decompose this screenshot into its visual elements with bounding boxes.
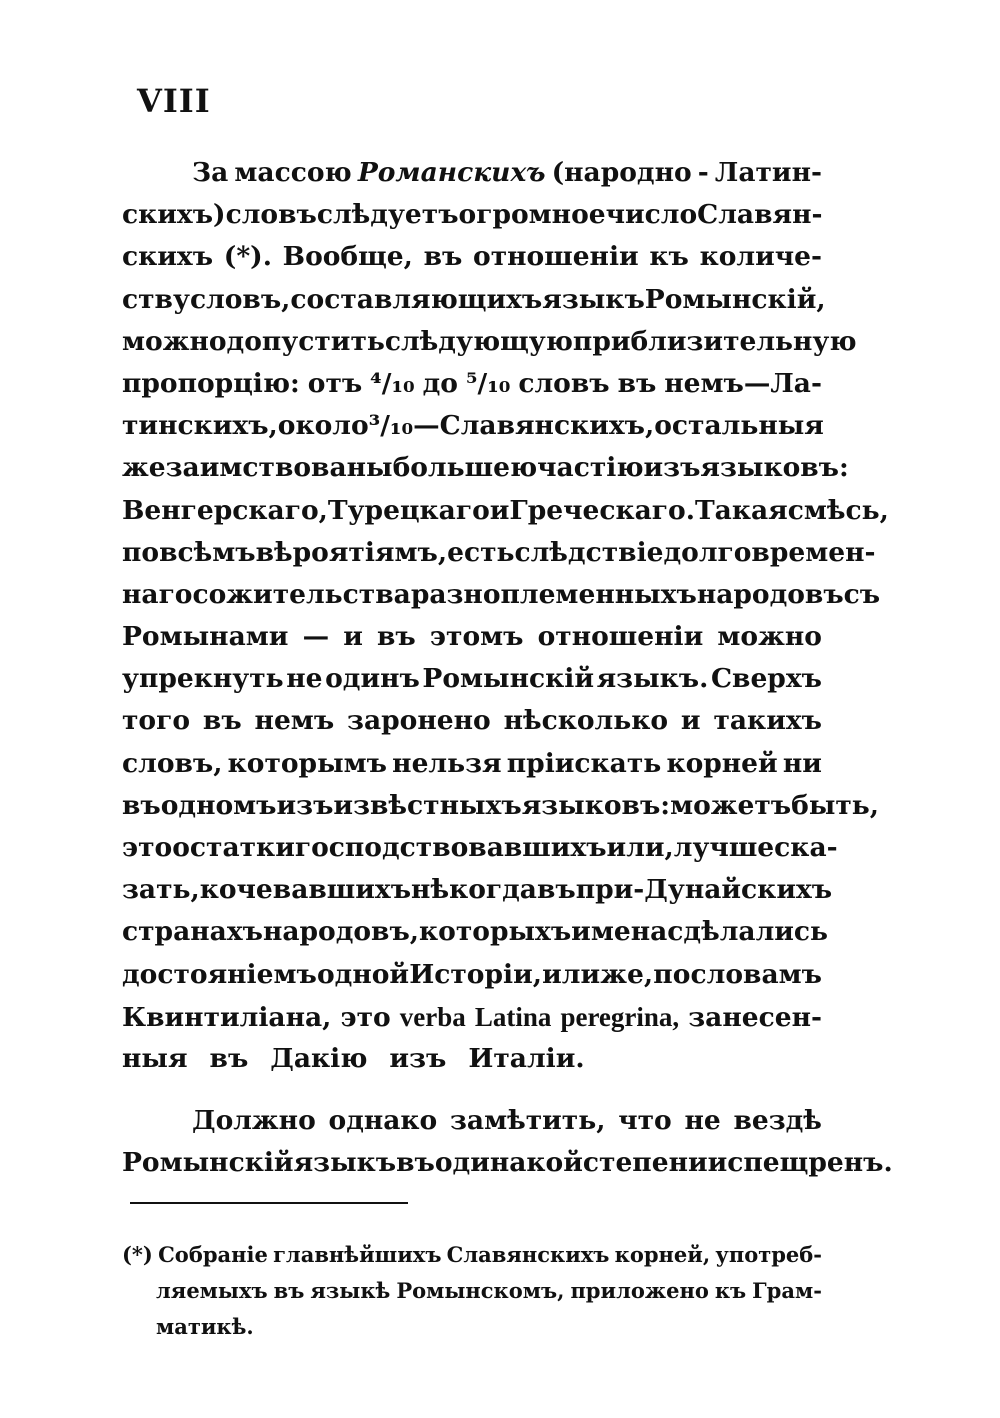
word: господствовавшихъ <box>294 832 607 863</box>
word: долговремен- <box>663 536 876 568</box>
word: число <box>605 199 698 231</box>
text-line <box>122 743 822 785</box>
word: — <box>302 621 330 653</box>
word: языкъ <box>542 283 645 315</box>
word: Дакію <box>270 1042 368 1074</box>
text-line <box>122 996 822 1038</box>
word: въ <box>202 705 242 737</box>
word: степени <box>582 1147 708 1179</box>
text-line <box>122 1038 822 1080</box>
word: Ромынскій <box>122 1147 294 1179</box>
word: лучше <box>673 832 775 863</box>
word: Квинтиліана, <box>122 1001 332 1033</box>
word: одинакой <box>434 1147 583 1179</box>
word: въ <box>396 1147 435 1179</box>
word: Вообще, <box>282 241 413 273</box>
word: ска- <box>774 832 838 863</box>
word: съ <box>843 578 881 610</box>
word: матикѣ. <box>156 1314 254 1339</box>
word: Турецкаго <box>327 494 490 526</box>
word: по <box>653 958 691 990</box>
word: которыхъ <box>419 916 572 948</box>
text-line <box>122 827 838 869</box>
text-line <box>122 1309 822 1345</box>
word: За <box>192 157 229 188</box>
text-line <box>122 279 826 321</box>
text-line <box>122 490 889 532</box>
text-line <box>122 194 822 236</box>
word: скихъ <box>122 241 214 273</box>
word: ⁵/₁₀ <box>465 367 511 399</box>
word: ныя <box>122 1042 188 1074</box>
word: же, <box>600 958 654 990</box>
word: допустить <box>226 325 385 357</box>
word: странахъ <box>122 916 263 948</box>
word: отношеніи <box>473 241 639 273</box>
word: — <box>413 410 440 442</box>
word: Такая <box>694 494 788 526</box>
text-line <box>122 532 876 574</box>
word: употреб- <box>715 1242 822 1267</box>
footnote <box>122 1237 822 1345</box>
word: одной <box>316 958 410 990</box>
word: одномъ <box>160 789 277 821</box>
text-line <box>122 447 849 489</box>
word: - <box>697 157 709 188</box>
body-text <box>122 152 893 1185</box>
word: изъ <box>276 789 334 821</box>
word: большею <box>392 452 538 484</box>
word: не <box>286 663 323 695</box>
word: въ <box>536 874 576 906</box>
text-line <box>122 574 881 616</box>
word: Венгерскаго, <box>122 494 328 526</box>
word: имена <box>571 916 668 948</box>
word: достояніемъ <box>122 958 317 990</box>
word: тинскихъ, <box>122 410 278 442</box>
text-line <box>122 236 822 278</box>
text-line <box>122 785 880 827</box>
word: что <box>618 1105 672 1137</box>
word: ⁴/₁₀ <box>370 367 415 399</box>
word: которымъ <box>227 747 387 779</box>
word: сожительства <box>192 578 411 610</box>
word: приложено <box>570 1278 709 1303</box>
word: (народно <box>551 157 692 188</box>
word: при-Дунайскихъ <box>575 874 833 906</box>
footnote-divider <box>130 1202 408 1204</box>
word: языкѣ <box>310 1278 391 1303</box>
word: и <box>680 705 701 737</box>
word: къ <box>714 1278 747 1303</box>
word: слѣдуетъ <box>316 199 459 231</box>
word: заронено <box>347 705 491 737</box>
word: языковъ: <box>700 452 849 484</box>
word: Италіи. <box>468 1042 585 1074</box>
word: или, <box>606 832 674 863</box>
word: Славянскихъ, <box>439 410 655 442</box>
word: нельзя <box>392 747 502 779</box>
word: ству <box>122 283 190 315</box>
word: въ <box>377 621 416 653</box>
word: языкъ <box>293 1147 397 1179</box>
word: сдѣлались <box>667 916 829 948</box>
word: извѣстныхъ <box>333 789 522 821</box>
word: отношеніи <box>537 621 704 653</box>
word: того <box>122 705 191 737</box>
text-line <box>122 1273 822 1309</box>
word: этомъ <box>429 621 524 653</box>
word: есть <box>447 536 515 568</box>
word: изъ <box>389 1042 447 1074</box>
word: не <box>684 1105 721 1137</box>
word: такихъ <box>713 705 822 737</box>
word: можно <box>717 621 822 653</box>
word: замѣтить, <box>449 1105 606 1137</box>
word: зать, <box>122 874 200 906</box>
word: словъ <box>225 199 317 231</box>
text-line <box>122 954 822 996</box>
word: нѣкогда <box>411 874 537 906</box>
word: ³/₁₀ <box>368 410 414 442</box>
word: Греческаго. <box>509 494 695 526</box>
word: къ <box>649 241 689 273</box>
word: или <box>542 958 601 990</box>
word: это <box>340 1001 391 1033</box>
word: словамъ <box>690 958 822 990</box>
word: отъ <box>307 367 363 399</box>
word: до <box>422 367 458 399</box>
word: языкъ. <box>596 663 709 695</box>
word: языковъ: <box>521 789 671 821</box>
word: главнѣйшихъ <box>273 1242 442 1267</box>
word: Исторіи, <box>409 958 542 990</box>
paragraph-1 <box>122 152 889 1080</box>
word: peregrina, <box>560 1001 680 1032</box>
word: (*) <box>122 1242 153 1267</box>
word: пропорцію: <box>122 367 300 399</box>
text-line <box>122 911 829 953</box>
word: около <box>277 410 369 442</box>
text-line <box>122 1100 822 1142</box>
text-line <box>122 1142 893 1184</box>
word: Должно <box>192 1105 316 1137</box>
word: въ <box>273 1278 305 1303</box>
word: Ромынскомъ, <box>396 1278 565 1303</box>
word: Славян- <box>697 199 823 231</box>
word: народовъ <box>696 578 844 610</box>
word: наго <box>122 578 193 610</box>
text-line <box>122 869 833 911</box>
word: слѣдствіе <box>514 536 664 568</box>
word: составляющихъ <box>290 283 543 315</box>
word: словъ, <box>189 283 291 315</box>
paragraph-2 <box>122 1100 893 1184</box>
word: Ромынскій, <box>644 283 826 315</box>
word: занесен- <box>688 1001 822 1033</box>
word: Латин- <box>714 157 822 188</box>
word: Latina <box>474 1001 552 1032</box>
text-line <box>122 405 822 447</box>
word: остальныя <box>654 410 824 442</box>
word: словъ, <box>122 747 223 779</box>
word: слѣдующую <box>384 325 573 357</box>
word: вездѣ <box>733 1105 822 1137</box>
word: скихъ) <box>122 199 226 231</box>
text-line <box>122 658 822 700</box>
word: въ <box>617 367 657 399</box>
word: въ <box>122 789 161 821</box>
word: ляемыхъ <box>156 1278 268 1303</box>
word: народовъ, <box>262 916 420 948</box>
text-line <box>122 152 822 194</box>
word: разноплеменныхъ <box>410 578 697 610</box>
word: словъ <box>518 367 610 399</box>
word: Славянскихъ <box>446 1242 610 1267</box>
word: вѣроятіямъ, <box>255 536 448 568</box>
word: частію <box>537 452 644 484</box>
word: немъ <box>254 705 335 737</box>
word: всѣмъ <box>159 536 256 568</box>
word: и <box>489 494 510 526</box>
word: можетъ <box>670 789 792 821</box>
word: же <box>122 452 166 484</box>
word: это <box>122 832 173 863</box>
word: Ромынами <box>122 621 289 653</box>
word: количе- <box>699 241 822 273</box>
text-line <box>122 1237 822 1273</box>
word: одинъ <box>325 663 420 695</box>
word: Романскихъ <box>357 157 546 188</box>
word: Сверхъ <box>710 663 822 695</box>
word: можно <box>122 325 227 357</box>
word: по <box>122 536 160 568</box>
word: огромное <box>458 199 606 231</box>
text-line <box>122 321 857 363</box>
word: Собраніе <box>158 1242 268 1267</box>
word: корней <box>666 747 778 779</box>
text-line <box>122 700 822 742</box>
word: verba <box>399 1001 466 1032</box>
word: изъ <box>643 452 701 484</box>
word: немъ—Ла- <box>664 367 822 399</box>
word: корней, <box>614 1242 711 1267</box>
word: Ромынскій <box>422 663 594 695</box>
word: въ <box>423 241 463 273</box>
word: массою <box>234 157 352 188</box>
word: приблизительную <box>572 325 857 357</box>
word: однако <box>328 1105 438 1137</box>
word: и <box>343 621 363 653</box>
word: нѣсколько <box>503 705 669 737</box>
word: заимствованы <box>165 452 393 484</box>
word: кочевавшихъ <box>199 874 412 906</box>
text-line <box>122 363 822 405</box>
word: испещренъ. <box>707 1147 893 1179</box>
word: ни <box>782 747 822 779</box>
text-line <box>122 616 822 658</box>
word: пріискать <box>506 747 662 779</box>
word: быть, <box>791 789 880 821</box>
word: Грам- <box>752 1278 822 1303</box>
word: (*). <box>223 241 272 273</box>
word: остатки <box>172 832 295 863</box>
word: упрекнуть <box>122 663 284 695</box>
word: въ <box>209 1042 249 1074</box>
page-number: VIII <box>137 82 211 120</box>
word: смѣсь, <box>787 494 889 526</box>
